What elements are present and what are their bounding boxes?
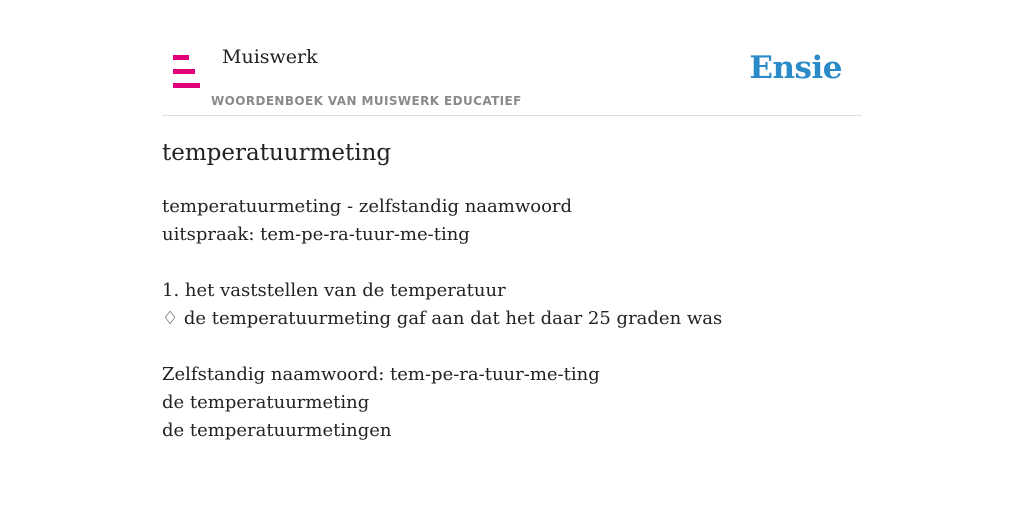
entry-line-spacer [162, 333, 722, 361]
brand-subtitle: WOORDENBOEK VAN MUISWERK EDUCATIEF [211, 94, 522, 108]
header [162, 40, 862, 116]
logo-bar-middle [173, 69, 195, 74]
entry-body [162, 193, 722, 445]
entry-title: temperatuurmeting [162, 140, 392, 166]
entry-line-example: ♢ de temperatuurmeting gaf aan dat het daar 25 graden was [162, 308, 723, 329]
entry-line-definition-header: temperatuurmeting - zelfstandig naamwoord [162, 196, 573, 217]
entry-line-meaning: 1. het vaststellen van de temperatuur [162, 280, 506, 301]
brand-name[interactable]: Muiswerk [222, 46, 318, 68]
entry-line-spacer [162, 249, 722, 277]
entry-card [162, 40, 862, 441]
logo-bar-bottom [173, 83, 200, 88]
entry-line-pronunciation: uitspraak: tem-pe-ra-tuur-me-ting [162, 224, 470, 245]
entry-line-plural: de temperatuurmetingen [162, 420, 392, 441]
entry-line-noun-syllables: Zelfstandig naamwoord: tem-pe-ra-tuur-me-ting [162, 364, 600, 385]
ensie-logo[interactable]: Ensie [749, 50, 842, 86]
logo-bar-top [173, 55, 189, 60]
muiswerk-logo-icon[interactable] [173, 55, 200, 88]
entry-line-singular: de temperatuurmeting [162, 392, 370, 413]
